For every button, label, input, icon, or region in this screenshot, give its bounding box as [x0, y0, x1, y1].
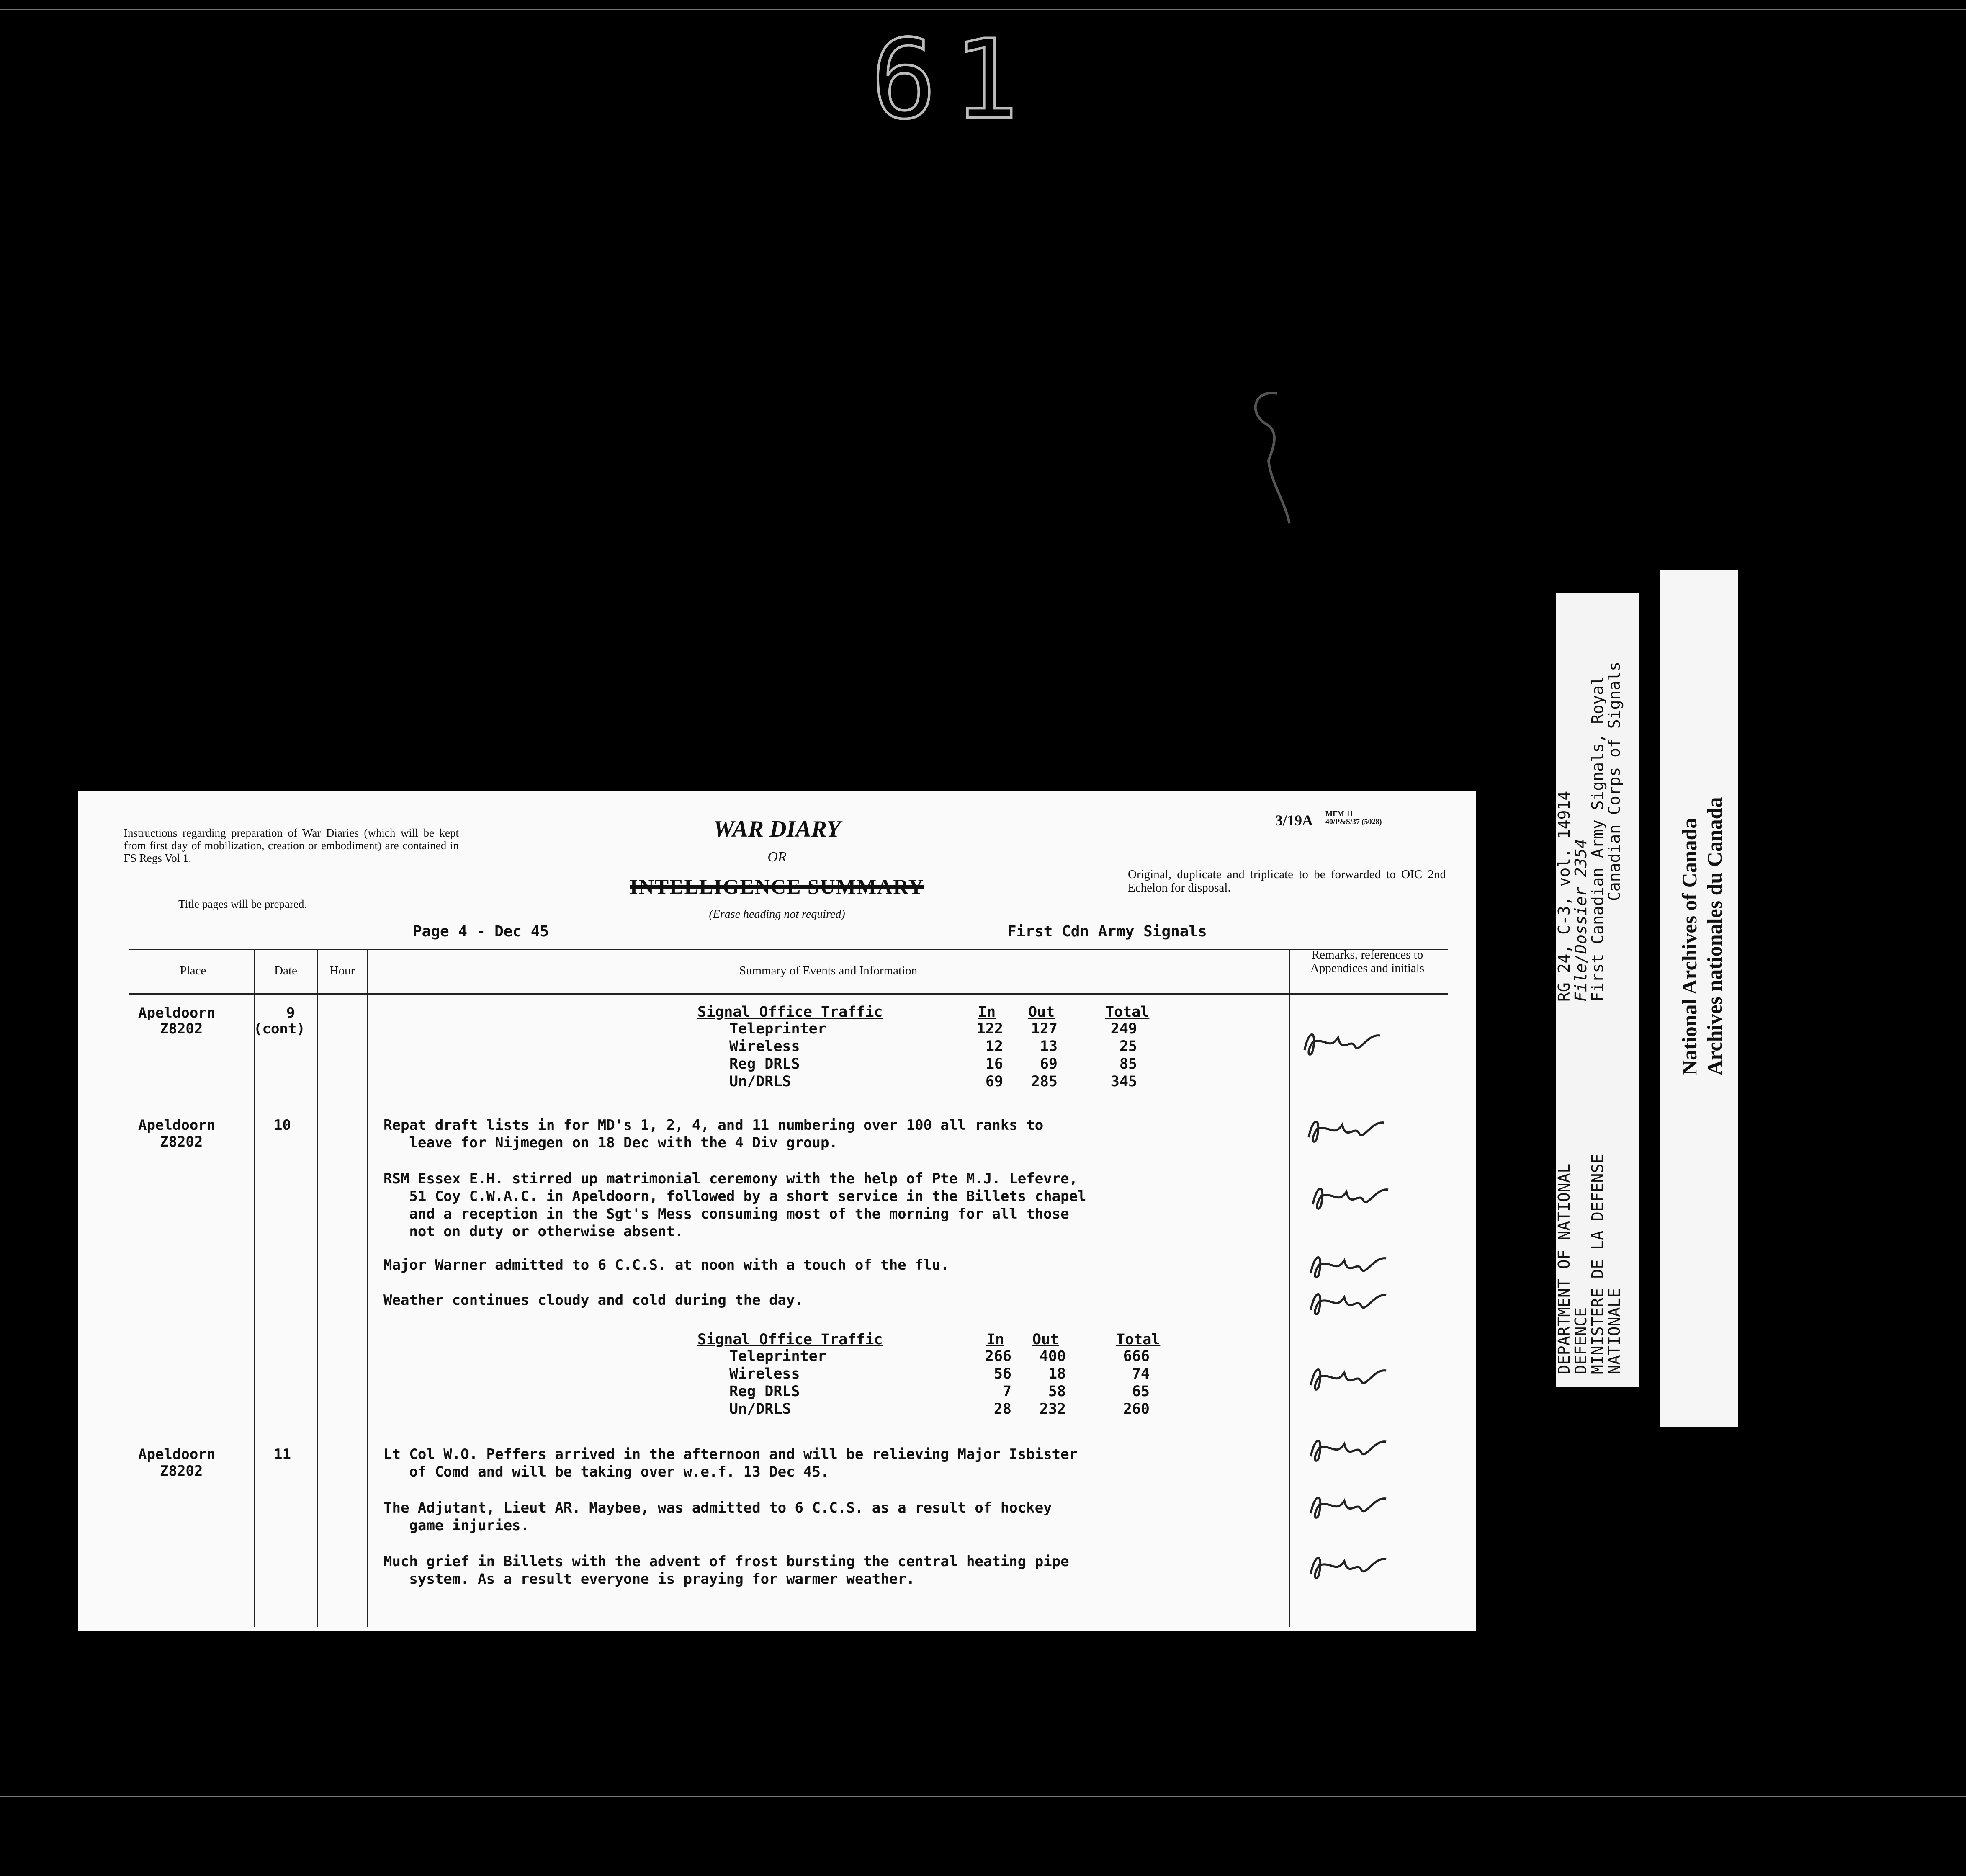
col-divider-date-hour [317, 949, 318, 1627]
frame-top-line [0, 9, 1966, 10]
entry-10-paragraph-warner: Major Warner admitted to 6 C.C.S. at noon with a touch of the flu. [383, 1257, 950, 1273]
traffic-10-row-out: 58 [1048, 1383, 1066, 1400]
entry-11-paragraph-peffers: Lt Col W.O. Peffers arrived in the afternoon and will be relieving Major Isbister of Comd and will be taking over w.e.f. 13 Dec 45. [383, 1446, 1078, 1480]
traffic-9-row-out: 285 [1031, 1073, 1058, 1090]
war-diary-page [78, 791, 1476, 1631]
traffic-9-row-in: 16 [985, 1056, 1003, 1072]
handwritten-initials [1302, 1488, 1395, 1526]
archive-ref-line-4: Canadian Corps of Signals [1605, 662, 1624, 901]
entry-10-place-line-2: Z8202 [160, 1134, 203, 1150]
handwritten-initials [1302, 1431, 1395, 1469]
traffic-10-row-label: Wireless [729, 1366, 800, 1382]
archive-ref-line-3: First Canadian Army Signals, Royal [1588, 676, 1607, 1002]
traffic-9-row-total: 249 [1110, 1020, 1137, 1037]
entry-10-paragraph-weather: Weather continues cloudy and cold during the day. [383, 1292, 804, 1309]
entry-10-paragraph-repat: Repat draft lists in for MD's 1, 2, 4, and 11 numbering over 100 all ranks to leave for Nijmegen on 18 Dec with the 4 Div group. [383, 1117, 1044, 1151]
printer-code-line-1: MFM 11 [1325, 809, 1354, 818]
archive-ref-line-7: MINISTERE DE LA DEFENSE [1588, 1154, 1607, 1374]
handwritten-initials [1302, 1549, 1395, 1586]
entry-10-paragraph-wedding: RSM Essex E.H. stirred up matrimonial ceremony with the help of Pte M.J. Lefevre, 51 Coy C.W.A.C. in Apeldoorn, followed by a short service in the Billets chapel and a reception in the Sgt's Mess consuming most of the morning for all those not on duty or otherwise absent. [383, 1170, 1086, 1240]
traffic-9-row-out: 13 [1040, 1038, 1058, 1055]
archive-reference-label [1556, 593, 1639, 1387]
column-header-place: Place [180, 964, 206, 977]
film-scratch [1231, 385, 1315, 528]
col-divider-hour-summary [367, 949, 368, 1627]
entry-10-date: 10 [274, 1117, 291, 1134]
entry-10-place-line-1: Apeldoorn [138, 1117, 216, 1134]
traffic-10-row-in: 266 [985, 1348, 1011, 1365]
traffic-10-row-out: 18 [1048, 1366, 1066, 1382]
handwritten-initials [1300, 1112, 1392, 1150]
traffic-10-row-label: Reg DRLS [729, 1383, 800, 1400]
traffic-9-row-in: 122 [976, 1020, 1003, 1037]
traffic-10-row-label: Un/DRLS [729, 1401, 791, 1417]
entry-11-paragraph-adjutant: The Adjutant, Lieut AR. Maybee, was admitted to 6 C.C.S. as a result of hockey game injuries. [383, 1500, 1052, 1534]
form-subtitle-struck: INTELLIGENCE SUMMARY [630, 875, 924, 898]
handwritten-initials [1302, 1248, 1395, 1286]
archive-ref-line-5: DEPARTMENT OF NATIONAL [1555, 1163, 1573, 1374]
archive-ref-line-2: File/Dossier 2354 [1572, 839, 1590, 1002]
entry-11-date: 11 [274, 1446, 291, 1463]
printer-code [1325, 810, 1382, 826]
erase-note: (Erase heading not required) [709, 908, 845, 921]
entry-9-date-line-2: (cont) [254, 1020, 305, 1037]
traffic-10-row-total: 666 [1123, 1348, 1150, 1365]
frame-bottom-line [0, 1796, 1966, 1797]
col-divider-place-date [254, 949, 255, 1627]
traffic-table-10 [697, 1331, 1242, 1423]
entry-9-date-line-1: 9 [286, 1005, 295, 1021]
form-or: OR [767, 849, 787, 865]
entry-11-place-line-1: Apeldoorn [138, 1446, 216, 1463]
traffic-9-row-label: Teleprinter [729, 1020, 826, 1037]
traffic-9-header-out: Out [1028, 1004, 1055, 1020]
traffic-10-row-total: 260 [1123, 1401, 1150, 1417]
traffic-10-row-total: 74 [1132, 1366, 1150, 1382]
archive-ref-line-1: RG 24, C-3, vol. 14914 [1555, 791, 1573, 1002]
traffic-9-row-in: 12 [985, 1038, 1003, 1055]
traffic-9-row-in: 69 [985, 1073, 1003, 1090]
entry-11-place-line-2: Z8202 [160, 1463, 203, 1479]
traffic-9-header-in: In [978, 1004, 996, 1020]
traffic-10-row-out: 400 [1039, 1348, 1066, 1365]
traffic-9-row-total: 25 [1119, 1038, 1137, 1055]
traffic-9-row-label: Reg DRLS [729, 1056, 800, 1072]
handwritten-initials [1296, 1025, 1388, 1063]
page-reference: Page 4 - Dec 45 [413, 923, 549, 940]
unit-name: First Cdn Army Signals [1007, 923, 1207, 940]
national-archives-line-fr: Archives nationales du Canada [1703, 797, 1726, 1075]
traffic-9-row-out: 127 [1031, 1020, 1058, 1037]
traffic-10-row-total: 65 [1132, 1383, 1150, 1400]
traffic-9-row-total: 85 [1119, 1056, 1137, 1072]
traffic-10-row-in: 28 [993, 1401, 1011, 1417]
column-header-summary: Summary of Events and Information [739, 964, 918, 977]
traffic-9-row-label: Un/DRLS [729, 1073, 791, 1090]
traffic-10-header-in: In [986, 1331, 1004, 1348]
frame-number: 61 [871, 17, 1036, 143]
handwritten-initials [1302, 1360, 1395, 1398]
handwritten-initials [1302, 1285, 1395, 1322]
entry-11-paragraph-frost: Much grief in Billets with the advent of frost bursting the central heating pipe system. As a result everyone is praying for warmer weather. [383, 1553, 1069, 1587]
instructions-note: Instructions regarding preparation of War Diaries (which will be kept from first day of mobilization, creation or embodiment) are contained in FS Regs Vol 1. [124, 827, 459, 864]
traffic-9-row-total: 345 [1110, 1073, 1137, 1090]
column-header-remarks: Remarks, references to Appendices and initials [1310, 948, 1425, 975]
traffic-10-row-label: Teleprinter [729, 1348, 826, 1365]
traffic-9-row-out: 69 [1040, 1056, 1058, 1072]
column-header-hour: Hour [329, 964, 355, 977]
title-pages-note: Title pages will be prepared. [178, 898, 307, 910]
traffic-10-header-total: Total [1116, 1331, 1161, 1348]
archive-ref-line-8: NATIONALE [1605, 1288, 1624, 1374]
handwritten-initials [1305, 1179, 1397, 1217]
traffic-10-row-out: 232 [1039, 1401, 1066, 1417]
table-top-rule [129, 949, 1448, 950]
table-header-rule [129, 993, 1448, 995]
entry-9-place-line-1: Apeldoorn [138, 1005, 216, 1021]
column-header-date: Date [274, 964, 297, 977]
form-title: WAR DIARY [713, 816, 841, 842]
form-number: 3/19A [1275, 812, 1313, 829]
archive-ref-line-6: DEFENCE [1572, 1307, 1590, 1374]
traffic-10-row-in: 56 [993, 1366, 1011, 1382]
traffic-table-9 [697, 1003, 1242, 1095]
traffic-9-header-title: Signal Office Traffic [697, 1004, 883, 1020]
printer-code-line-2: 40/P&S/37 (5028) [1325, 817, 1382, 826]
traffic-10-header-out: Out [1032, 1331, 1059, 1348]
distribution-note: Original, duplicate and triplicate to be forwarded to OIC 2nd Echelon for disposal. [1128, 868, 1446, 894]
traffic-9-header-total: Total [1105, 1004, 1150, 1020]
traffic-10-header-title: Signal Office Traffic [697, 1331, 883, 1348]
entry-9-place-line-2: Z8202 [160, 1020, 203, 1037]
national-archives-label [1660, 570, 1738, 1427]
national-archives-line-en: National Archives of Canada [1678, 818, 1701, 1075]
traffic-10-row-in: 7 [1002, 1383, 1011, 1400]
traffic-9-row-label: Wireless [729, 1038, 800, 1055]
col-divider-summary-remarks [1289, 949, 1290, 1627]
